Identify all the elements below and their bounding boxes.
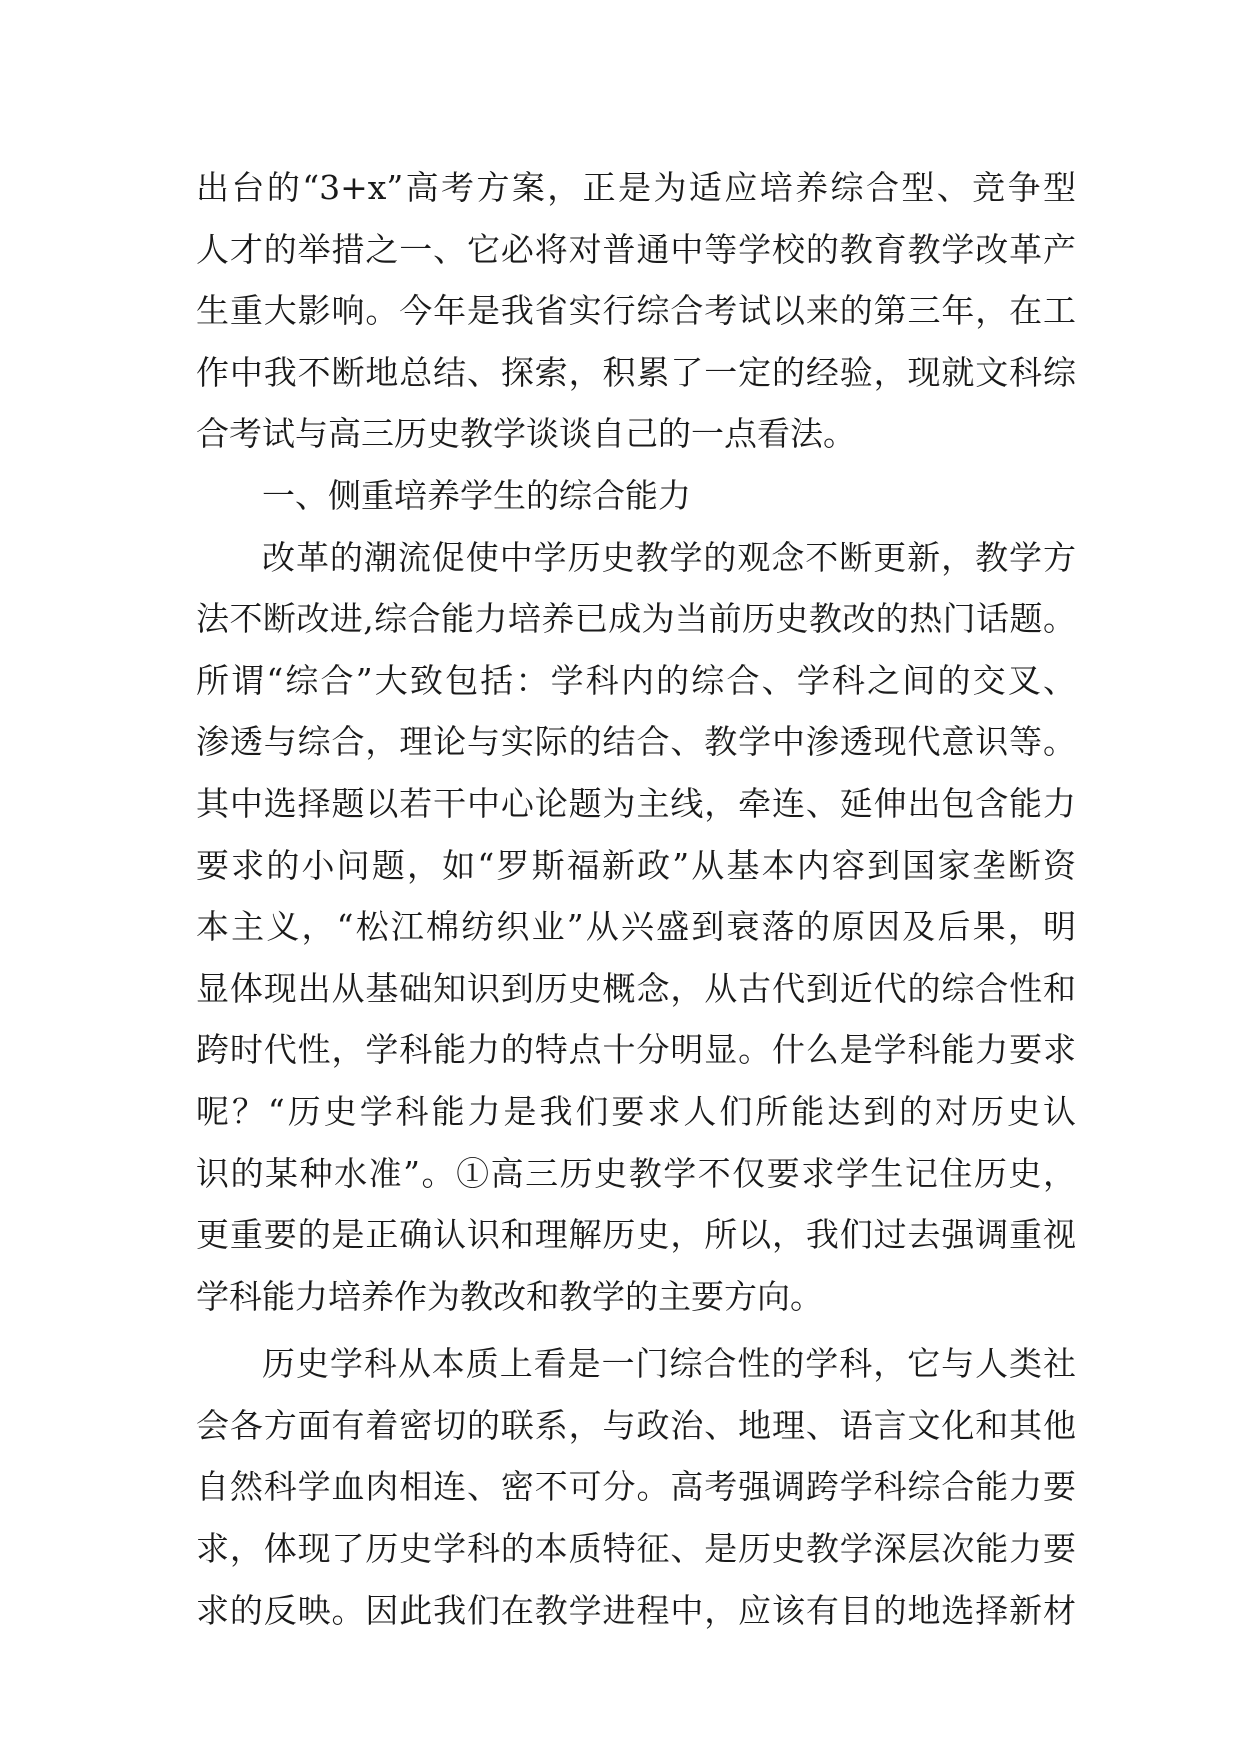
text-line: 改革的潮流促使中学历史教学的观念不断更新，教学方 bbox=[262, 537, 1076, 577]
text-line: 更重要的是正确认识和理解历史，所以，我们过去强调重视 bbox=[196, 1215, 1076, 1255]
text-line: 合考试与高三历史教学谈谈自己的一点看法。 bbox=[196, 414, 856, 454]
text-line: 渗透与综合，理论与实际的结合、教学中渗透现代意识等。 bbox=[196, 722, 1076, 762]
text-line: 出台的“3+x”高考方案，正是为适应培养综合型、竞争型 bbox=[196, 168, 1076, 207]
text-line: 显体现出从基础知识到历史概念，从古代到近代的综合性和 bbox=[196, 968, 1076, 1008]
text-line: 法不断改进,综合能力培养已成为当前历史教改的热门话题。 bbox=[196, 599, 1076, 639]
text-line: 求的反映。因此我们在教学进程中，应该有目的地选择新材 bbox=[196, 1590, 1076, 1630]
text-line: 呢？“历史学科能力是我们要求人们所能达到的对历史认 bbox=[196, 1091, 1076, 1131]
body-text bbox=[196, 157, 1076, 1641]
text-line: 求，体现了历史学科的本质特征、是历史教学深层次能力要 bbox=[196, 1529, 1076, 1569]
text-line: 其中选择题以若干中心论题为主线，牵连、延伸出包含能力 bbox=[196, 783, 1076, 823]
text-line: 自然科学血肉相连、密不可分。高考强调跨学科综合能力要 bbox=[196, 1467, 1076, 1507]
text-line: 人才的举措之一、它必将对普通中等学校的教育教学改革产 bbox=[196, 229, 1076, 269]
paragraph-intro-continuation bbox=[196, 157, 1076, 465]
text-line: 生重大影响。今年是我省实行综合考试以来的第三年，在工 bbox=[196, 291, 1076, 331]
section-heading bbox=[196, 465, 1076, 527]
text-line: 学科能力培养作为教改和教学的主要方向。 bbox=[196, 1276, 823, 1316]
text-line: 跨时代性，学科能力的特点十分明显。什么是学科能力要求 bbox=[196, 1030, 1076, 1070]
text-line: 所谓“综合”大致包括：学科内的综合、学科之间的交叉、 bbox=[196, 660, 1076, 700]
text-line: 要求的小问题，如“罗斯福新政”从基本内容到国家垄断资 bbox=[196, 845, 1076, 885]
text-line: 本主义，“松江棉纺织业”从兴盛到衰落的原因及后果，明 bbox=[196, 907, 1076, 947]
text-line: 作中我不断地总结、探索，积累了一定的经验，现就文科综 bbox=[196, 352, 1076, 392]
text-line: 识的某种水准”。①高三历史教学不仅要求学生记住历史， bbox=[196, 1153, 1076, 1193]
section-heading-text: 一、侧重培养学生的综合能力 bbox=[262, 475, 691, 515]
text-line: 会各方面有着密切的联系，与政治、地理、语言文化和其他 bbox=[196, 1405, 1076, 1445]
paragraph-history-nature bbox=[196, 1333, 1076, 1641]
paragraph-comprehensive-ability bbox=[196, 527, 1076, 1328]
text-line: 历史学科从本质上看是一门综合性的学科，它与人类社 bbox=[262, 1344, 1076, 1384]
